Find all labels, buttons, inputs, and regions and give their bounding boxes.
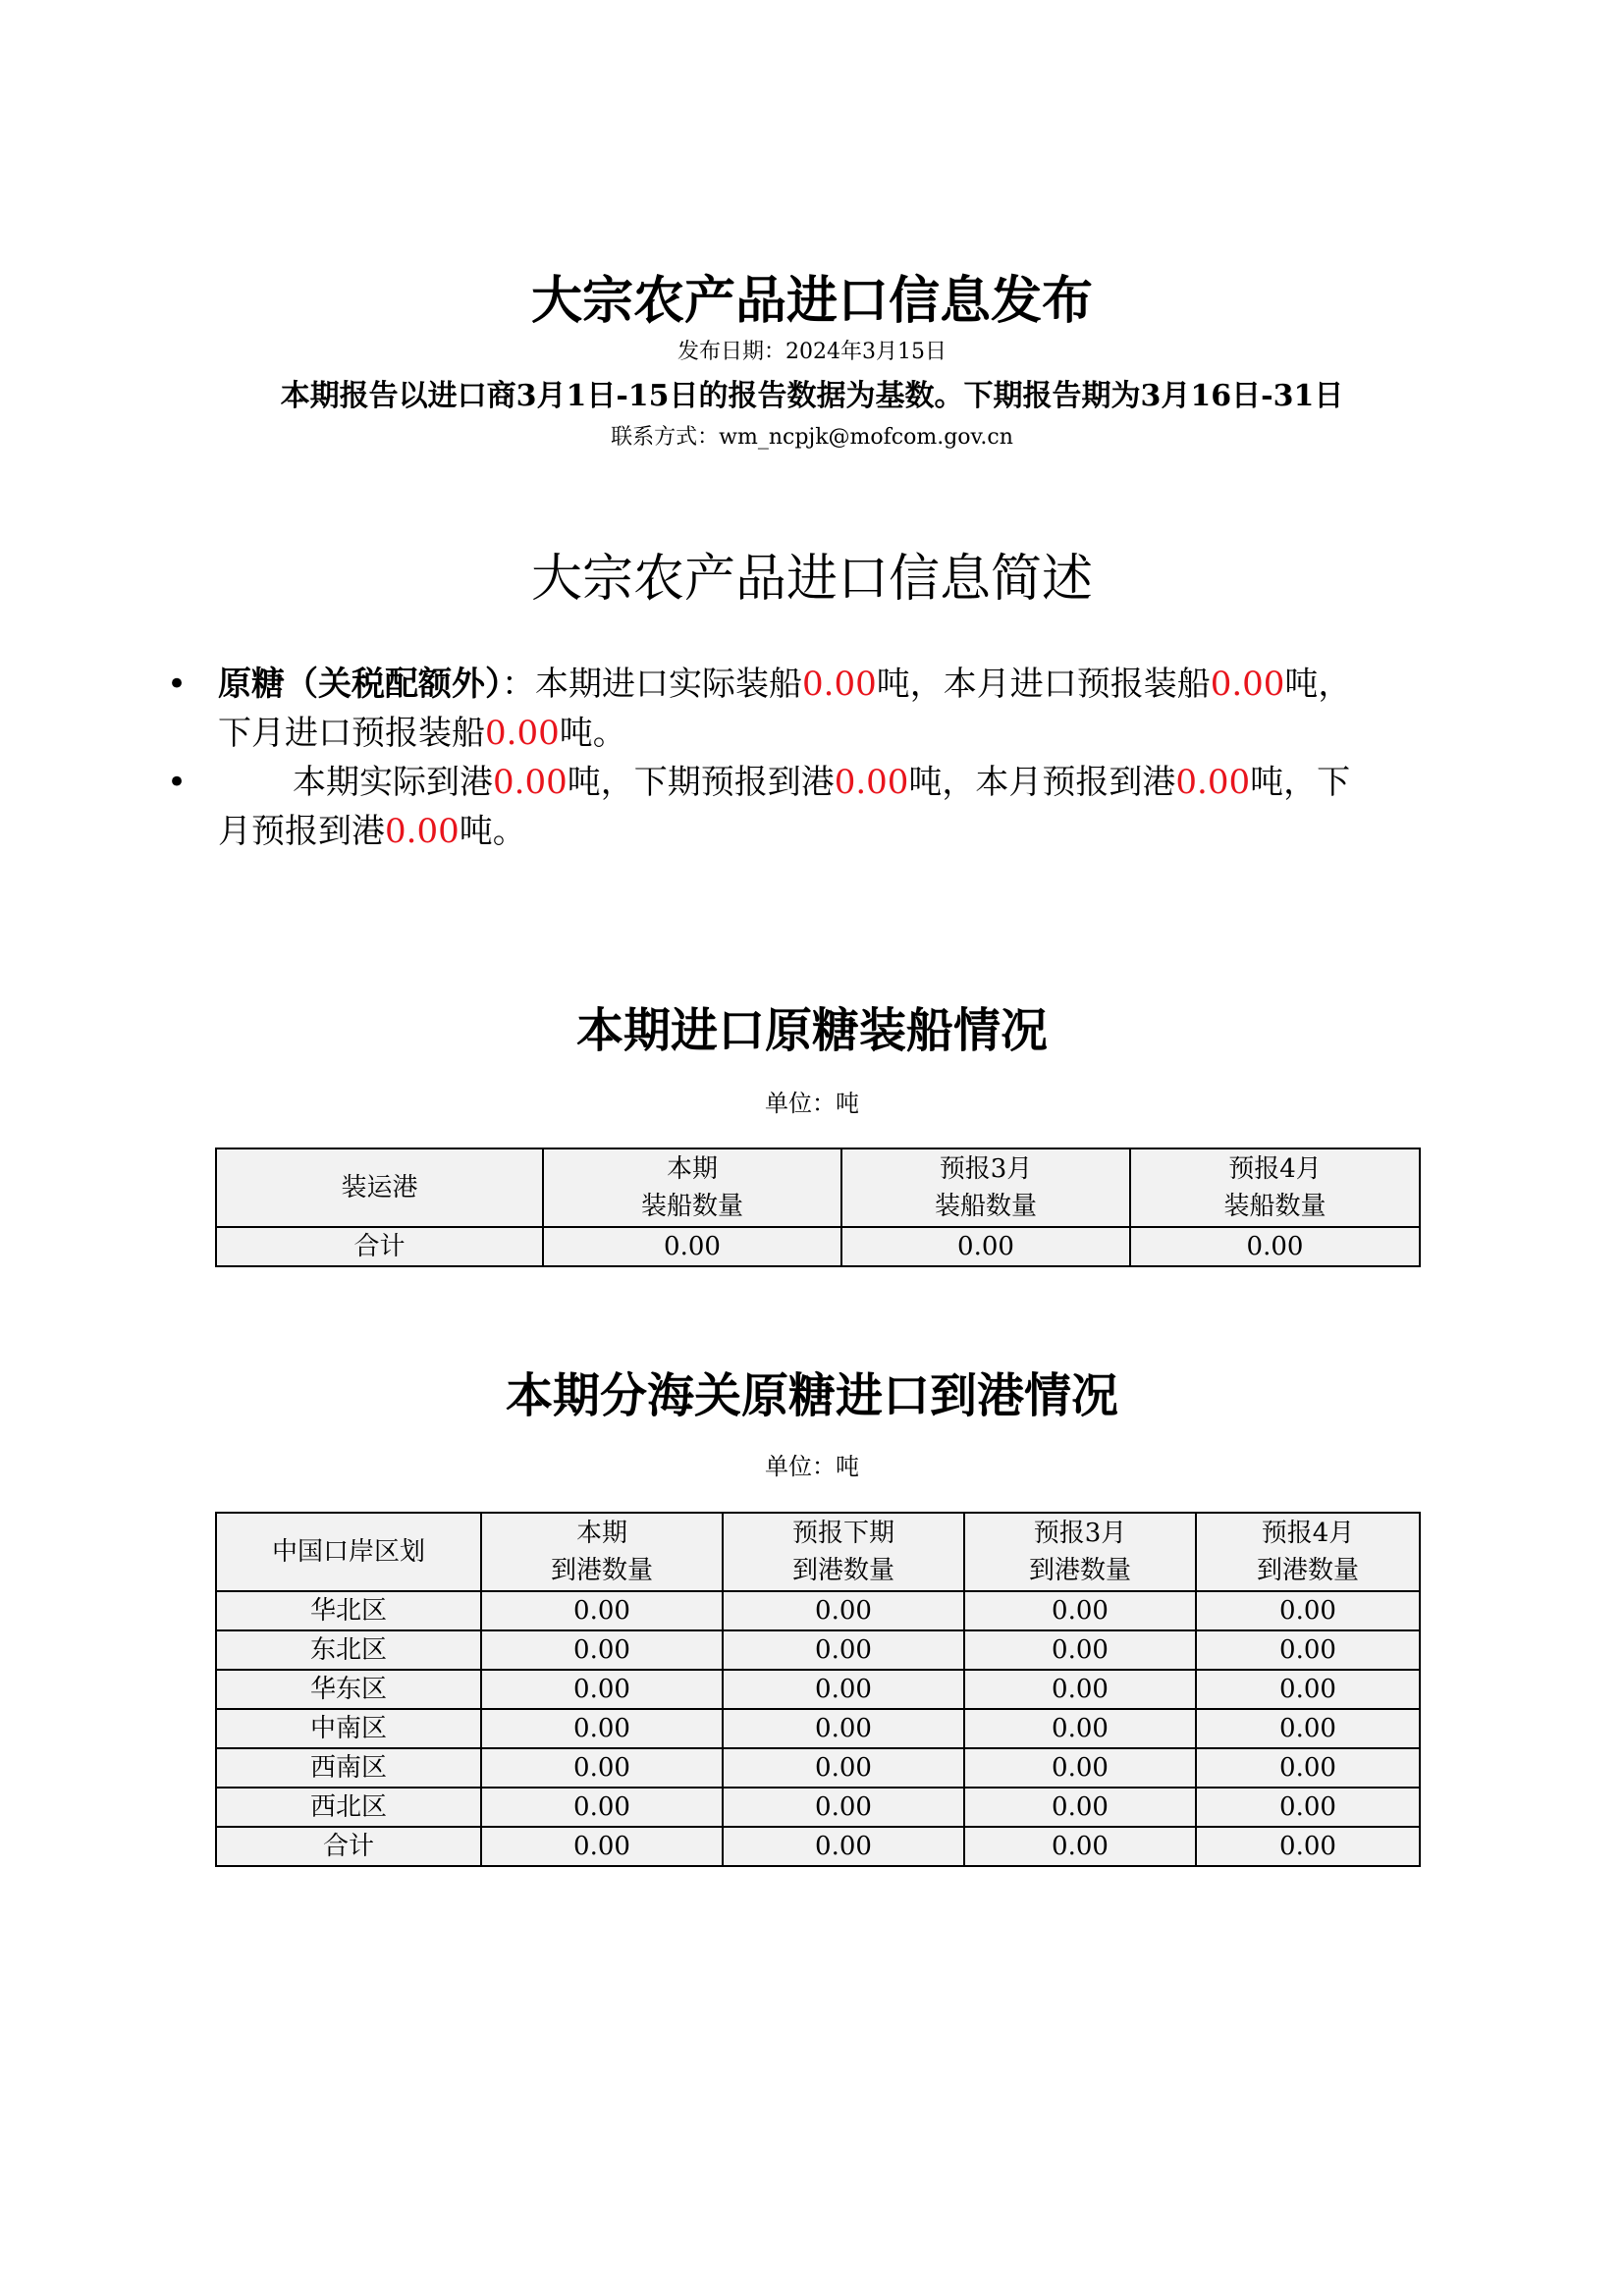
table-cell: 0.00: [723, 1591, 964, 1630]
table-cell: 0.00: [543, 1227, 841, 1266]
arrival-unit: 单位：吨: [765, 1453, 859, 1480]
table-cell: 0.00: [723, 1709, 964, 1748]
arrival-table-title: 本期分海关原糖进口到港情况: [505, 1368, 1118, 1423]
value-next-month-shipment: 0.00: [485, 714, 560, 753]
header-cell: 预报4月 到港数量: [1196, 1513, 1420, 1591]
header-cell: 预报下期 到港数量: [723, 1513, 964, 1591]
report-period: 本期报告以进口商3月1日-15日的报告数据为基数。下期报告期为3月16日-31日: [280, 379, 1344, 413]
value-month-arrival: 0.00: [1175, 763, 1251, 802]
table-cell: 0.00: [481, 1788, 723, 1827]
table-cell: 0.00: [964, 1788, 1196, 1827]
table-cell: 0.00: [1196, 1827, 1420, 1866]
summary-item-shipment: • 原糖（关税配额外）：本期进口实际装船0.00吨，本月进口预报装船0.00吨， 下月进口预报装船0.00吨。: [167, 660, 1512, 758]
summary-list: [167, 660, 1512, 856]
table-cell: 0.00: [481, 1591, 723, 1630]
value-actual-shipment: 0.00: [802, 665, 877, 704]
table-cell: 0.00: [1196, 1670, 1420, 1709]
table-cell: 0.00: [1196, 1788, 1420, 1827]
table-cell: 0.00: [964, 1827, 1196, 1866]
table-cell: 0.00: [964, 1670, 1196, 1709]
table-cell: 0.00: [723, 1748, 964, 1788]
header-cell: 预报3月 到港数量: [964, 1513, 1196, 1591]
product-name: 原糖（关税配额外）: [218, 665, 502, 704]
table-header-row: [216, 1148, 1420, 1227]
table-row: [216, 1591, 1420, 1630]
table-header-row: [216, 1513, 1420, 1591]
table-cell: 0.00: [723, 1630, 964, 1670]
table-cell: 合计: [216, 1227, 543, 1266]
table-cell: 0.00: [964, 1748, 1196, 1788]
table-row: [216, 1670, 1420, 1709]
table-cell: 0.00: [481, 1748, 723, 1788]
bullet-icon: •: [167, 763, 188, 802]
table-cell: 西北区: [216, 1788, 481, 1827]
table-cell: 0.00: [964, 1709, 1196, 1748]
table-row: [216, 1227, 1420, 1266]
table-cell: 0.00: [481, 1709, 723, 1748]
contact-info: 联系方式：wm_ncpjk@mofcom.gov.cn: [611, 425, 1013, 450]
table-cell: 0.00: [1196, 1748, 1420, 1788]
header-cell: 装运港: [216, 1148, 543, 1227]
table-row: [216, 1748, 1420, 1788]
publish-date: 发布日期：2024年3月15日: [677, 340, 947, 364]
table-cell: 合计: [216, 1827, 481, 1866]
value-next-month-arrival: 0.00: [385, 812, 460, 851]
bullet-icon: •: [167, 665, 188, 704]
table-cell: 0.00: [964, 1630, 1196, 1670]
value-next-period-arrival: 0.00: [834, 763, 909, 802]
value-actual-arrival: 0.00: [493, 763, 568, 802]
table-cell: 华北区: [216, 1591, 481, 1630]
table-row: [216, 1827, 1420, 1866]
table-cell: 中南区: [216, 1709, 481, 1748]
table-cell: 西南区: [216, 1748, 481, 1788]
table-cell: 0.00: [1196, 1591, 1420, 1630]
table-cell: 0.00: [1130, 1227, 1420, 1266]
table-cell: 0.00: [1196, 1709, 1420, 1748]
arrival-table: [215, 1512, 1421, 1867]
header-cell: 中国口岸区划: [216, 1513, 481, 1591]
table-cell: 0.00: [481, 1827, 723, 1866]
header-cell: 预报3月 装船数量: [841, 1148, 1130, 1227]
page-title: 大宗农产品进口信息发布: [530, 271, 1093, 331]
table-row: [216, 1788, 1420, 1827]
shipping-table-title: 本期进口原糖装船情况: [575, 1003, 1048, 1058]
shipping-table: [215, 1148, 1421, 1267]
table-cell: 0.00: [723, 1788, 964, 1827]
table-cell: 0.00: [481, 1630, 723, 1670]
header-cell: 预报4月 装船数量: [1130, 1148, 1420, 1227]
header-cell: 本期 装船数量: [543, 1148, 841, 1227]
table-cell: 0.00: [723, 1670, 964, 1709]
table-cell: 东北区: [216, 1630, 481, 1670]
table-row: [216, 1709, 1420, 1748]
value-month-forecast-shipment: 0.00: [1210, 665, 1285, 704]
table-cell: 华东区: [216, 1670, 481, 1709]
table-cell: 0.00: [1196, 1630, 1420, 1670]
table-cell: 0.00: [481, 1670, 723, 1709]
table-cell: 0.00: [723, 1827, 964, 1866]
table-cell: 0.00: [964, 1591, 1196, 1630]
header-cell: 本期 到港数量: [481, 1513, 723, 1591]
summary-title: 大宗农产品进口信息简述: [530, 550, 1093, 609]
summary-item-arrival: • 本期实际到港0.00吨，下期预报到港0.00吨，本月预报到港0.00吨，下 月预报到港0.00吨。: [167, 758, 1512, 856]
table-cell: 0.00: [841, 1227, 1130, 1266]
table-row: [216, 1630, 1420, 1670]
shipping-unit: 单位：吨: [765, 1090, 859, 1117]
